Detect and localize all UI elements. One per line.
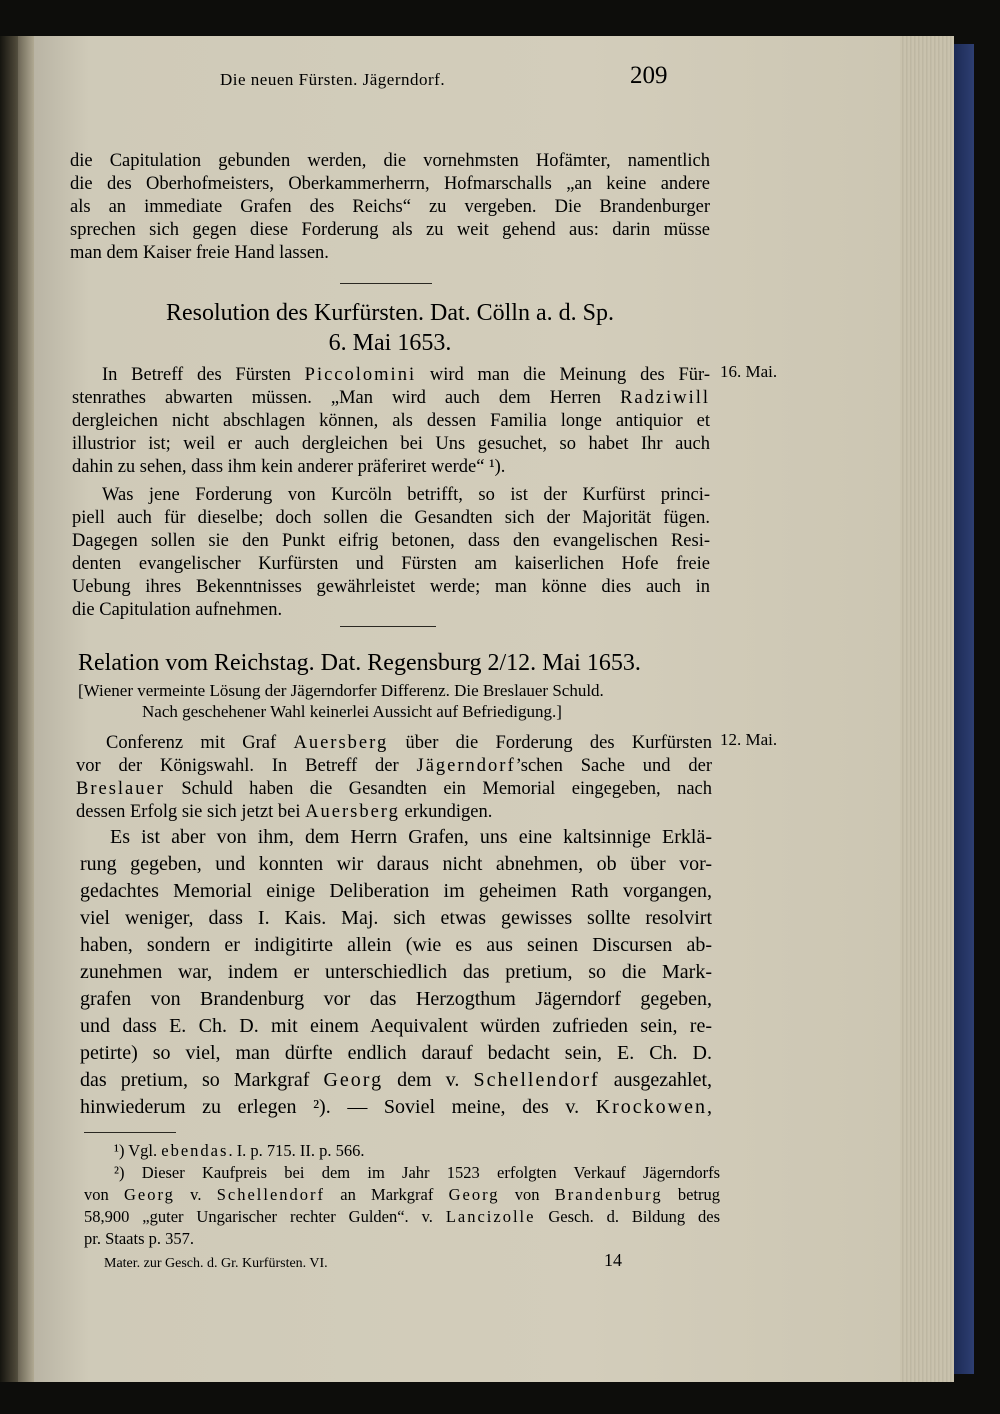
person-name: Krockowen [595,1096,707,1118]
footnote-1: ¹) Vgl. ebendas. I. p. 715. II. p. 566. [114,1141,365,1160]
text-line: Uebung ihres Bekenntnisses gewährleistet werde; man könne dies auch in [72,577,710,597]
section-summary [78,680,710,722]
quoted-report [80,824,712,1121]
text-line: Dagegen sollen sie den Punkt eifrig betonen, dass den evangelischen Resi- [72,531,710,551]
intro-line: als an immediate Grafen des Reichs“ zu vergeben. Die Brandenburger [70,197,710,217]
text-line: dergleichen nicht abschlagen können, als dessen Familia longe antiquior et [72,411,710,431]
margin-date: 12. Mai. [720,730,778,749]
text-line: Was jene Forderung von Kurcöln betrifft, so ist der Kurfürst princi- [102,485,710,505]
resolution-paragraph-1 [72,364,710,479]
footnote-2-line: ²) Dieser Kaufpreis bei dem im Jahr 1523 erfolgten Verkauf Jägerndorfs [114,1163,720,1182]
footnote-2-line: 58,900 „guter Ungarischer rechter Gulden“. v. Lancizolle Gesch. d. Bildung des [84,1207,720,1226]
resolution-paragraph-2 [72,484,710,622]
quote-line: petirte) so viel, man dürfte endlich darauf bedacht sein, E. Ch. D. [80,1042,712,1064]
person-name: Auersberg [305,802,400,822]
text-line: illustrior ist; weil er auch dergleichen bei Uns gesuchet, so habet Ihr auch [72,434,710,454]
quote-line: zunehmen war, indem er unterschiedlich das pretium, so die Mark- [80,961,712,983]
person-name: Georg [323,1069,384,1091]
text-line: denten evangelischer Kurfürsten und Fürsten am kaiserlichen Hofe freie [72,554,710,574]
place-name: Breslauer [76,779,165,799]
heading-line: Resolution des Kurfürsten. Dat. Cölln a. d. Sp. [166,300,614,326]
quote-line: und dass E. Ch. D. mit einem Aequivalent würden zufrieden sein, re- [80,1015,712,1037]
text-line: dessen Erfolg sie sich jetzt bei Auersberg erkundigen. [76,802,493,822]
relation-paragraph-1 [76,732,712,824]
text-line: stenrathes abwarten müssen. „Man wird auch dem Herren Radziwill [72,388,710,408]
text-line: dahin zu sehen, dass ihm kein anderer präferiret werde“ ¹). [72,457,506,477]
quote-line: hinwiederum zu erlegen ²). — Soviel meine, des v. Krockowen, [80,1096,712,1118]
page-fore-edge [900,36,954,1382]
person-name: Radziwill [620,388,710,408]
text-line: die Capitulation aufnehmen. [72,600,283,620]
footnote-2-line: von Georg v. Schellendorf an Markgraf Georg von Brandenburg betrug [84,1185,720,1204]
section-divider [340,283,432,284]
book-cover [954,44,974,1374]
margin-date: 16. Mai. [720,362,778,381]
text-line: In Betreff des Fürsten Piccolomini wird man die Meinung des Für- [102,365,710,385]
intro-line: sprechen sich gegen diese Forderung als zu weit gehend aus: darin müsse [70,220,710,240]
intro-line: man dem Kaiser freie Hand lassen. [70,243,329,263]
quote-line: Es ist aber von ihm, dem Herrn Grafen, uns eine kaltsinnige Erklä- [110,826,712,848]
intro-line: die Capitulation gebunden werden, die vornehmsten Hofämter, namentlich [70,151,710,171]
quote-line: rung gegeben, und konnten wir daraus nicht abnehmen, ob über vor- [80,853,712,875]
person-name: Schellendorf [473,1069,600,1091]
quote-line: gedachtes Memorial einige Deliberation im geheimen Rath vorgangen, [80,880,712,902]
summary-line: Nach geschehener Wahl keinerlei Aussicht auf Befriedigung.] [142,702,562,721]
text-line: Breslauer Schuld haben die Gesandten ein Memorial eingegeben, nach [76,779,712,799]
person-name: Piccolomini [304,365,417,385]
footnote-separator [84,1132,176,1133]
section-heading-resolution [70,298,710,358]
page-number: 209 [630,62,668,89]
quote-line: das pretium, so Markgraf Georg dem v. Schellendorf ausgezahlet, [80,1069,712,1091]
intro-line: die des Oberhofmeisters, Oberkammerherrn, Hofmarschalls „an keine andere [70,174,710,194]
heading-line: 6. Mai 1653. [328,330,452,356]
footnote-2-line: pr. Staats p. 357. [84,1229,194,1248]
quote-line: haben, sondern er indigitirte allein (wie es aus seinen Discursen ab- [80,934,712,956]
quote-line: grafen von Brandenburg vor das Herzogthum Jägerndorf gegeben, [80,988,712,1010]
running-title: Die neuen Fürsten. Jägerndorf. [220,70,446,89]
place-name: Jägerndorf [416,756,516,776]
sheet-signature: Mater. zur Gesch. d. Gr. Kurfürsten. VI. [104,1256,328,1271]
section-divider [340,626,436,627]
intro-paragraph [70,150,710,265]
person-name: Auersberg [293,733,389,753]
summary-line: [Wiener vermeinte Lösung der Jägerndorfer Differenz. Die Breslauer Schuld. [78,681,604,700]
sheet-number: 14 [604,1250,622,1270]
section-heading-relation: Relation vom Reichstag. Dat. Regensburg 2/12. Mai 1653. [78,650,641,676]
text-line: vor der Königswahl. In Betreff der Jägerndorf’schen Sache und der [76,756,712,776]
footnotes [84,1140,720,1250]
quote-line: viel weniger, dass I. Kais. Maj. sich etwas gewisses sollte resolvirt [80,907,712,929]
text-line: piell auch für dieselbe; doch sollen die Gesandten sich der Majorität fügen. [72,508,710,528]
text-line: Conferenz mit Graf Auersberg über die Forderung des Kurfürsten [106,733,712,753]
